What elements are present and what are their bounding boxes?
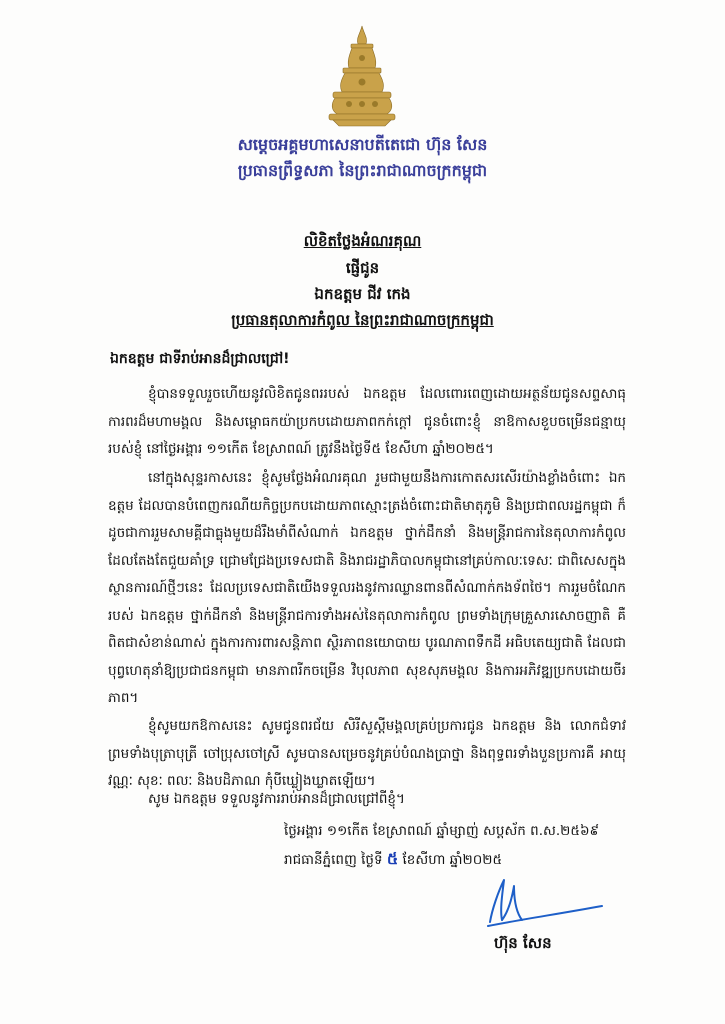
date-prefix: រាជធានីភ្នំពេញ ថ្ងៃទី [284, 852, 383, 868]
sender-name: សម្តេចអគ្គមហាសេនាបតីតេជោ ហ៊ុន សែន [237, 135, 488, 154]
paragraph-2: នៅក្នុងសុន្ទរកាសនេះ ខ្ញុំសូមថ្លែងអំណរគុណ រួមជាមួយនឹងការកោតសរសើរយ៉ាងខ្លាំងចំពោះ ឯកឧត្តម ដែលបានបំពេញករណីយកិច្ចប្រកបដោយភាពស្មោះត្រង់ចំពោះជាតិមាតុភូមិ និងប្រជាពលរដ្ឋកម្ពុជា ក៏ដូចជាការរួមសាមគ្គីជាធ្លុងមួយដ៏រឹងមាំពីសំណាក់ ឯកឧត្តម ថ្នាក់ដឹកនាំ និងមន្ត្រីរាជការនៃតុលាការកំពូល ដែលតែងតែជួយគាំទ្រ ជ្រោមជ្រែងប្រទេសជាតិ និងរាជរដ្ឋាភិបាលកម្ពុជានៅគ្រប់កាលៈទេសៈ ជាពិសេសក្នុងស្ថានការណ៍ថ្មីៗនេះ ដែលប្រទេសជាតិយើងទទួលរងនូវការឈ្លានពានពីសំណាក់កងទ័ពថៃ។ ការរួមចំណែករបស់ ឯកឧត្តម ថ្នាក់ដឹកនាំ និងមន្ត្រីរាជការទាំងអស់នៃតុលាការកំពូល ព្រមទាំងក្រុមគ្រួសារសោចញាតិ គឺពិតជាសំខាន់ណាស់ ក្នុងការការពារសន្តិភាព ស្ថិរភាពនយោបាយ បូរណភាពទឹកដី អធិបតេយ្យជាតិ ដែលជាបុព្វហេតុនាំឱ្យប្រជាជនកម្ពុជា មានភាពរីកចម្រើន វិបុលភាព សុខសុភមង្គល និងការអភិវឌ្ឍប្រកបដោយចីរភាព។ [108, 470, 626, 706]
paragraph-4: សូម ឯកឧត្តម ទទួលនូវការរាប់អានដ៏ជ្រាលជ្រៅពីខ្ញុំ។ [148, 791, 405, 807]
paragraph-3: ខ្ញុំសូមយកឱកាសនេះ សូមជូនពរជ័យ សិរីសួស្តីមង្គលគ្រប់ប្រការជូន ឯកឧត្តម និង លោកជំទាវ ព្រមទាំងបុត្រាបុត្រី ចៅប្រុសចៅស្រី សូមបានសម្រេចនូវគ្រប់បំណងប្រាថ្នា និងពុទ្ធពរទាំងបួនប្រការគឺ អាយុ វណ្ណៈ សុខៈ ពលៈ និងបដិភាណ កុំបីឃ្លៀងឃ្លាតឡើយ។ [108, 718, 626, 789]
date-day: ៥ [386, 849, 399, 868]
royal-emblem-icon [325, 24, 399, 128]
salutation: ឯកឧត្តម ជាទីរាប់អានដ៏ជ្រាលជ្រៅ! [110, 351, 290, 367]
signer-name: ហ៊ុន សែន [494, 934, 552, 952]
recipient-name: ឯកឧត្តម ជីវ កេង [314, 285, 411, 303]
letter-addressed-to: ផ្ញើជូន [345, 259, 380, 277]
lunar-date: ថ្ងៃអង្គារ ១១កើត ខែស្រាពណ៍ ឆ្នាំម្សាញ់ សប្តស័ក ព.ស.២៥៦៩ [284, 823, 600, 839]
solar-date [284, 845, 502, 874]
handwritten-signature [478, 870, 608, 934]
date-suffix: ខែសីហា ឆ្នាំ២០២៥ [402, 852, 503, 868]
letter-title: លិខិតថ្លែងអំណរគុណ [303, 232, 422, 250]
paragraph-1: ខ្ញុំបានទទួលរួចហើយនូវលិខិតជូនពររបស់ ឯកឧត្តម ដែលពោរពេញដោយអត្ថន័យជូនសព្ទសាធុការពរដ៏មហាមង្គល និងសម្ពោធកយ៉ាប្រកបដោយភាពកក់ក្តៅ ជូនចំពោះខ្ញុំ នាឱកាសខួបចម្រើនជន្មាយុរបស់ខ្ញុំ នៅថ្ងៃអង្គារ ១១កើត ខែស្រាពណ៍ ត្រូវនឹងថ្ងៃទី៥ ខែសីហា ឆ្នាំ២០២៥។ [108, 386, 626, 457]
recipient-title: ប្រធានតុលាការកំពូល នៃព្រះរាជាណាចក្រកម្ពុជា [231, 311, 494, 329]
sender-title: ប្រធានព្រឹទ្ធសភា នៃព្រះរាជាណាចក្រកម្ពុជា [237, 161, 488, 180]
